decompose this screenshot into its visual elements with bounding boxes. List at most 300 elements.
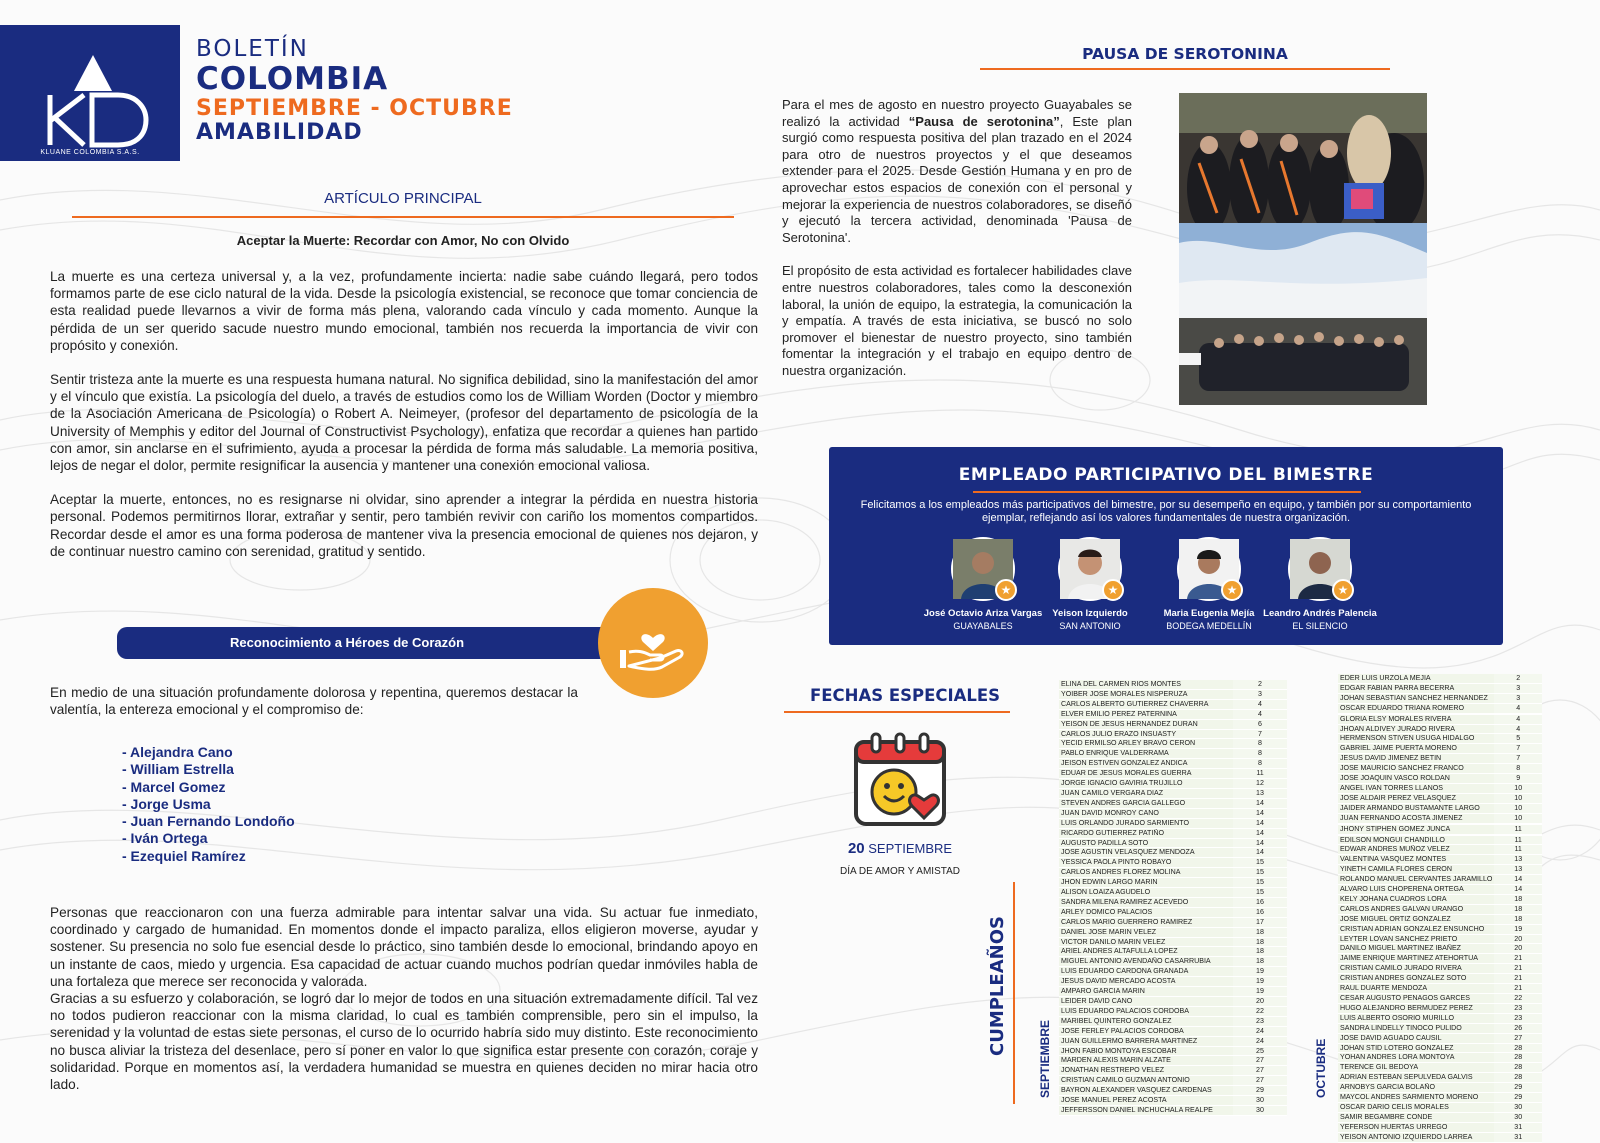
article-section-title: ARTÍCULO PRINCIPAL (324, 190, 482, 207)
birthday-day: 30 (1233, 1096, 1287, 1106)
birthday-day: 14 (1494, 875, 1542, 885)
birthday-day: 27 (1233, 1076, 1287, 1086)
birthday-day: 3 (1494, 693, 1542, 703)
birthday-day: 18 (1233, 937, 1287, 947)
birthday-name: JHOAN ALDIVEY JURADO RIVERA (1338, 724, 1494, 734)
birthday-row (1338, 1003, 1542, 1013)
birthday-row (1059, 719, 1287, 729)
hero-name: - Alejandra Cano (122, 744, 233, 760)
avatar (1288, 537, 1352, 601)
birthday-name: AUGUSTO PADILLA SOTO (1059, 838, 1233, 848)
birthday-row (1059, 709, 1287, 719)
birthday-day: 16 (1233, 897, 1287, 907)
header-boletin: BOLETÍN (196, 36, 309, 62)
birthday-row (1059, 1006, 1287, 1016)
birthday-day: 30 (1494, 1102, 1542, 1112)
birthday-row (1059, 788, 1287, 798)
employee-name: José Octavio Ariza Vargas (923, 608, 1043, 619)
birthday-name: CRISTIAN ADRIAN GONZALEZ ENSUNCHO (1338, 924, 1494, 934)
birthday-row (1338, 944, 1542, 954)
birthday-row (1338, 1033, 1542, 1043)
employee-location: GUAYABALES (953, 621, 1013, 631)
birthday-name: YEISON ANTONIO IZQUIERDO LARREA (1338, 1132, 1494, 1142)
birthday-name: JUAN FERNANDO ACOSTA JIMENEZ (1338, 813, 1494, 823)
birthday-name: PABLO ENRIQUE VALDERRAMA (1059, 749, 1233, 759)
birthday-name: DANILO MIGUEL MARTINEZ IBAÑEZ (1338, 944, 1494, 954)
birthday-day: 14 (1233, 828, 1287, 838)
birthday-day: 30 (1494, 1112, 1542, 1122)
birthday-row (1059, 689, 1287, 699)
newsletter-header (196, 38, 513, 144)
birthday-day: 31 (1494, 1132, 1542, 1142)
birthday-day: 29 (1494, 1083, 1542, 1093)
birthday-row (1059, 977, 1287, 987)
special-date (820, 840, 980, 857)
birthday-row (1338, 714, 1542, 724)
birthday-row (1338, 1122, 1542, 1132)
birthday-day: 19 (1233, 967, 1287, 977)
birthday-row (1059, 759, 1287, 769)
birthday-name: MARDEN ALEXIS MARIN ALZATE (1059, 1056, 1233, 1066)
header-country: COLOMBIA (196, 61, 389, 97)
birthday-day: 18 (1233, 927, 1287, 937)
pausa-section-title: PAUSA DE SEROTONINA (1082, 45, 1288, 63)
birthday-row (1338, 904, 1542, 914)
heroes-intro-text: En medio de una situación profundamente dolorosa y repentina, queremos destacar la valentía, la entereza emocional y el compromiso de: (50, 685, 578, 718)
birthday-day: 7 (1494, 744, 1542, 754)
birthday-day: 13 (1494, 865, 1542, 875)
birthday-row (1338, 783, 1542, 793)
birthday-row (1059, 1016, 1287, 1026)
birthday-row (1338, 724, 1542, 734)
birthday-row (1338, 1023, 1542, 1033)
heroes-banner: Reconocimiento a Héroes de Corazón (117, 627, 637, 659)
birthday-day: 8 (1233, 759, 1287, 769)
avatar (1177, 537, 1241, 601)
birthday-name: JOSE DAVID AGUADO CAUSIL (1338, 1033, 1494, 1043)
birthday-row (1338, 875, 1542, 885)
birthday-row (1338, 894, 1542, 904)
employee-name: Leandro Andrés Palencia (1263, 608, 1377, 619)
employee-name: Yeison Izquierdo (1052, 608, 1128, 619)
birthday-name: JONATHAN RESTREPO VELEZ (1059, 1066, 1233, 1076)
birthday-day: 5 (1494, 734, 1542, 744)
birthday-name: SANDRA MILENA RAMIREZ ACEVEDO (1059, 897, 1233, 907)
birthday-name: JEFFERSSON DANIEL INCHUCHALA REALPE (1059, 1105, 1233, 1115)
birthday-name: LUIS EDUARDO PALACIOS CORDOBA (1059, 1006, 1233, 1016)
birthday-name: ARLEY DOMICO PALACIOS (1059, 907, 1233, 917)
birthday-day: 6 (1233, 719, 1287, 729)
birthday-name: VALENTINA VASQUEZ MONTES (1338, 855, 1494, 865)
birthday-name: ANGEL IVAN TORRES LLANOS (1338, 783, 1494, 793)
birthday-row (1059, 739, 1287, 749)
heroes-body (50, 904, 758, 1093)
birthday-name: LUIS EDUARDO CARDONA GRANADA (1059, 967, 1233, 977)
heroes-intro (50, 684, 578, 718)
star-icon: ★ (1332, 579, 1354, 601)
birthday-day: 4 (1233, 699, 1287, 709)
star-icon: ★ (1102, 579, 1124, 601)
pausa-text: Para el mes de agosto en nuestro proyecto Guayabales se realizó la actividad (782, 97, 1132, 129)
birthdays-title: CUMPLEAÑOS (987, 916, 1008, 1056)
birthday-day: 19 (1494, 924, 1542, 934)
birthday-name: JUAN GUILLERMO BARRERA MARTINEZ (1059, 1036, 1233, 1046)
birthday-day: 14 (1494, 885, 1542, 895)
birthday-day: 14 (1233, 818, 1287, 828)
pausa-paragraph: El propósito de esta actividad es fortalecer habilidades clave entre nuestros colaboradores, tales como la desconexión laboral, la unión de equipo, la estrategia, la comunicación la y empatía. A través de esta iniciativa, se buscó no solo promover el bienestar de nuestro proyecto, sino también fomentar la integración y el trabajo en equipo dentro de nuestra organización. (782, 263, 1132, 378)
birthday-day: 18 (1233, 957, 1287, 967)
birthday-day: 18 (1494, 914, 1542, 924)
birthday-name: CRISTIAN CAMILO GUZMAN ANTONIO (1059, 1076, 1233, 1086)
birthday-row (1338, 835, 1542, 845)
birthday-row (1059, 917, 1287, 927)
birthday-row (1059, 1076, 1287, 1086)
birthday-row (1059, 957, 1287, 967)
birthday-day: 8 (1233, 739, 1287, 749)
hero-name: - Jorge Usma (122, 795, 211, 812)
article-paragraph: Sentir tristeza ante la muerte es una respuesta humana natural. No significa debilidad, sino la manifestación del amor y el vínculo que existía. La psicología del duelo, a través de estudios como los de William Worden (Doctor y miembro de la Asociación Americana de Psicología) o Robert A. Neimeyer, (profesor del departamento de psicología de la University of Memphis y editor del Journal of Constructivist Psychology), enfatiza que recordar a quienes han partido con amor, sin anclarse en el sufrimiento, ayuda a procesar la pérdida de forma más saludable. La memoria positiva, lejos de negar el dolor, permite resignificar la ausencia y mantener una conexión emocional valiosa. (50, 372, 758, 474)
employee-card (1250, 537, 1390, 631)
hero-name: - Juan Fernando Londoño (122, 813, 295, 830)
birthday-day: 7 (1233, 729, 1287, 739)
birthday-name: SANDRA LINDELLY TINOCO PULIDO (1338, 1023, 1494, 1033)
birthday-row (1338, 1063, 1542, 1073)
birthday-name: ROLANDO MANUEL CERVANTES JARAMILLO (1340, 875, 1493, 884)
birthday-row (1338, 865, 1542, 875)
birthday-name: YECID ERMILSO ARLEY BRAVO CERON (1059, 739, 1233, 749)
star-icon: ★ (1221, 579, 1243, 601)
september-birthdays-table (1059, 680, 1287, 1116)
birthday-name: JOHAN STID LOTERO GONZALEZ (1338, 1043, 1494, 1053)
heroes-circle (598, 588, 708, 698)
birthday-name: HUGO ALEJANDRO BERMUDEZ PEREZ (1338, 1003, 1494, 1013)
heroes-paragraph: Gracias a su esfuerzo y colaboración, se logró dar lo mejor de todos en una situación extremadamente difícil. Tal vez no todos pudieron reaccionar con la misma claridad, lo cual es también comprensible, pero sin el impulso, la serenidad y la voluntad de estas siete personas, el curso de lo ocurrido habría sido muy distinto. Este reconocimiento no busca aliviar la tristeza del desenlace, pero sí poner en valor lo que significa estar presente con corazón, coraje y solidaridad. Porque en momentos así, la verdadera humanidad se muestra en quienes deciden no mirar hacia otro lado. (50, 991, 758, 1093)
birthday-name: JAIDER ARMANDO BUSTAMANTE LARGO (1338, 803, 1494, 813)
birthday-row (1059, 818, 1287, 828)
birthday-name: VICTOR DANILO MARIN VELEZ (1059, 937, 1233, 947)
birthday-name: JOHAN SEBASTIAN SANCHEZ HERNANDEZ (1338, 693, 1494, 703)
birthday-name: JAIME ENRIQUE MARTINEZ ATEHORTUA (1338, 954, 1494, 964)
birthday-row (1059, 1105, 1287, 1115)
birthday-row (1059, 897, 1287, 907)
birthday-name: JOSE FERLEY PALACIOS CORDOBA (1059, 1026, 1233, 1036)
article-title: Aceptar la Muerte: Recordar con Amor, No con Olvido (236, 233, 570, 248)
birthday-day: 22 (1233, 1006, 1287, 1016)
birthday-day: 11 (1494, 824, 1542, 834)
birthday-name: CARLOS ANDRES GALVAN URANGO (1338, 904, 1494, 914)
special-dates-title: FECHAS ESPECIALES (810, 686, 1001, 705)
birthday-row (1059, 997, 1287, 1007)
birthday-name: JHON EDWIN LARGO MARIN (1059, 878, 1233, 888)
birthday-day: 12 (1233, 779, 1287, 789)
article-body (50, 268, 758, 577)
birthday-day: 21 (1494, 964, 1542, 974)
birthday-name: GABRIEL JAIME PUERTA MORENO (1338, 744, 1494, 754)
birthday-day: 24 (1233, 1036, 1287, 1046)
birthday-row (1338, 984, 1542, 994)
avatar (951, 537, 1015, 601)
birthday-row (1338, 924, 1542, 934)
birthday-row (1338, 813, 1542, 823)
birthday-row (1338, 845, 1542, 855)
birthday-row (1059, 808, 1287, 818)
birthday-day: 2 (1233, 680, 1287, 689)
birthday-day: 27 (1233, 1066, 1287, 1076)
birthday-day: 28 (1494, 1073, 1542, 1083)
pausa-photos (1179, 93, 1427, 405)
birthday-day: 10 (1494, 813, 1542, 823)
birthday-name: JESUS DAVID MERCADO ACOSTA (1059, 977, 1233, 987)
birthday-day: 14 (1233, 848, 1287, 858)
september-label: SEPTIEMBRE (1038, 1019, 1052, 1098)
birthday-day: 23 (1494, 1003, 1542, 1013)
employee-location: SAN ANTONIO (1059, 621, 1121, 631)
birthday-row (1059, 1056, 1287, 1066)
heroes-paragraph: Personas que reaccionaron con una fuerza admirable para intentar salvar una vida. Su actuar fue inmediato, coordinado y cargado de humanidad. En momentos donde el impacto paraliza, ellos eligieron moverse, ayudar y sostener. Su presencia no solo fue esencial desde lo práctico, sino también desde lo emocional, brindando apoyo en un instante de caos, miedo y urgencia. Esa capacidad de actuar cuando muchos podrían quedar inmóviles habla de una fortaleza que merece ser reconocida y valorada. (50, 905, 758, 989)
hero-name: - Marcel Gomez (122, 778, 226, 795)
birthday-row (1059, 927, 1287, 937)
birthday-day: 19 (1233, 977, 1287, 987)
birthday-day: 14 (1233, 838, 1287, 848)
birthday-row (1338, 1073, 1542, 1083)
birthday-day: 21 (1494, 954, 1542, 964)
birthday-name: YEFERSON HUERTAS URREGO (1338, 1122, 1494, 1132)
birthday-row (1338, 693, 1542, 703)
pausa-divider (980, 68, 1390, 70)
birthday-row (1338, 964, 1542, 974)
birthday-name: DANIEL JOSE MARIN VELEZ (1059, 927, 1233, 937)
birthday-day: 2 (1494, 674, 1542, 683)
birthday-row (1059, 937, 1287, 947)
header-period: SEPTIEMBRE - OCTUBRE (196, 96, 513, 121)
birthday-row (1059, 987, 1287, 997)
birthday-day: 10 (1494, 793, 1542, 803)
birthday-name: CRISTIAN CAMILO JURADO RIVERA (1338, 964, 1494, 974)
birthday-name: CARLOS JULIO ERAZO INSUASTY (1059, 729, 1233, 739)
birthday-day: 29 (1494, 1093, 1542, 1103)
birthday-day: 19 (1233, 987, 1287, 997)
birthday-day: 10 (1494, 803, 1542, 813)
birthday-name: YEISON DE JESUS HERNANDEZ DURAN (1059, 719, 1233, 729)
birthday-row (1338, 703, 1542, 713)
birthday-name: MARIBEL QUINTERO GONZALEZ (1059, 1016, 1233, 1026)
birthday-day: 4 (1494, 703, 1542, 713)
birthday-name: JOSE AGUSTIN VELASQUEZ MENDOZA (1059, 848, 1233, 858)
birthday-row (1338, 774, 1542, 784)
hero-name: - Ezequiel Ramírez (122, 847, 246, 864)
birthday-name: ELINA DEL CARMEN RIOS MONTES (1059, 680, 1233, 689)
birthday-row (1059, 1046, 1287, 1056)
avatar (1058, 537, 1122, 601)
birthday-day: 10 (1494, 783, 1542, 793)
birthday-name: OSCAR EDUARDO TRIANA ROMERO (1338, 703, 1494, 713)
birthday-row (1059, 858, 1287, 868)
birthday-day: 7 (1494, 754, 1542, 764)
employee-panel-divider (973, 491, 1361, 493)
birthday-row (1338, 1053, 1542, 1063)
birthday-row (1059, 729, 1287, 739)
special-date-month: SEPTIEMBRE (868, 841, 953, 856)
birthday-row (1338, 1132, 1542, 1142)
birthday-day: 4 (1494, 724, 1542, 734)
employee-name: Maria Eugenia Mejía (1163, 608, 1255, 619)
birthday-day: 18 (1494, 894, 1542, 904)
birthday-day: 13 (1494, 855, 1542, 865)
birthday-day: 18 (1494, 904, 1542, 914)
birthday-day: 21 (1494, 984, 1542, 994)
birthday-row (1338, 1043, 1542, 1053)
birthday-name: YOIBER JOSE MORALES NISPERUZA (1059, 689, 1233, 699)
october-birthdays-table (1338, 674, 1542, 1143)
birthday-row (1338, 764, 1542, 774)
birthday-row (1059, 848, 1287, 858)
birthday-day: 3 (1233, 689, 1287, 699)
birthday-day: 18 (1233, 947, 1287, 957)
birthday-row (1059, 769, 1287, 779)
birthday-name: ELVER EMILIO PEREZ PATERNINA (1059, 709, 1233, 719)
birthday-row (1338, 754, 1542, 764)
birthday-row (1059, 699, 1287, 709)
birthday-day: 11 (1494, 845, 1542, 855)
birthday-row (1338, 855, 1542, 865)
birthday-day: 24 (1233, 1026, 1287, 1036)
birthday-day: 16 (1233, 907, 1287, 917)
birthday-row (1338, 674, 1542, 683)
birthday-day: 3 (1494, 683, 1542, 693)
birthday-row (1338, 974, 1542, 984)
birthday-name: ARIEL ANDRES ALTAFULLA LOPEZ (1059, 947, 1233, 957)
star-icon: ★ (995, 579, 1017, 601)
header-theme: AMABILIDAD (196, 120, 363, 145)
birthday-day: 9 (1494, 774, 1542, 784)
october-label: OCTUBRE (1314, 1038, 1328, 1098)
birthday-day: 27 (1494, 1033, 1542, 1043)
birthday-name: OSCAR DARIO CELIS MORALES (1338, 1102, 1494, 1112)
hero-name: - Iván Ortega (122, 830, 208, 847)
birthday-day: 14 (1233, 808, 1287, 818)
birthday-row (1338, 803, 1542, 813)
logo (0, 25, 180, 161)
birthday-row (1338, 1083, 1542, 1093)
birthday-row (1338, 994, 1542, 1004)
birthday-day: 25 (1233, 1046, 1287, 1056)
employee-panel-title: EMPLEADO PARTICIPATIVO DEL BIMESTRE (958, 465, 1374, 485)
birthday-day: 20 (1494, 934, 1542, 944)
birthday-row (1338, 1013, 1542, 1023)
birthday-name: GLORIA ELSY MORALES RIVERA (1338, 714, 1494, 724)
birthday-name: SAMIR BEGAMBRE CONDE (1338, 1112, 1494, 1122)
birthday-name: STEVEN ANDRES GARCIA GALLEGO (1059, 798, 1233, 808)
birthday-name: LEYTER LOVAN SANCHEZ PRIETO (1338, 934, 1494, 944)
birthday-name: JESUS DAVID JIMENEZ BETIN (1338, 754, 1494, 764)
birthday-row (1059, 779, 1287, 789)
birthday-day: 4 (1233, 709, 1287, 719)
birthday-name: CARLOS ANDRES FLOREZ MOLINA (1059, 868, 1233, 878)
birthday-row (1059, 878, 1287, 888)
birthday-day: 31 (1494, 1122, 1542, 1132)
birthday-name: YINETH CAMILA FLORES CERON (1338, 865, 1494, 875)
birthday-name: CARLOS ALBERTO GUTIERREZ CHAVERRA (1059, 699, 1233, 709)
birthday-day: 30 (1233, 1105, 1287, 1115)
birthday-day: 23 (1494, 1013, 1542, 1023)
birthday-row (1059, 1036, 1287, 1046)
birthday-row (1338, 1102, 1542, 1112)
birthday-day: 20 (1494, 944, 1542, 954)
birthday-day: 23 (1233, 1016, 1287, 1026)
birthday-day: 20 (1233, 997, 1287, 1007)
birthday-row (1338, 734, 1542, 744)
birthday-row (1059, 798, 1287, 808)
pausa-paragraph (782, 97, 1132, 246)
birthday-day: 29 (1233, 1086, 1287, 1096)
birthday-row (1338, 683, 1542, 693)
birthday-day: 17 (1233, 917, 1287, 927)
birthday-name: CESAR AUGUSTO PENAGOS GARCES (1338, 994, 1494, 1004)
heart-hand-icon (598, 588, 708, 698)
birthday-name: JEISON ESTIVEN GONZALEZ ANDICA (1059, 759, 1233, 769)
birthday-row (1059, 868, 1287, 878)
birthday-name: MIGUEL ANTONIO AVENDAÑO CASARRUBIA (1059, 957, 1233, 967)
birthday-row (1338, 885, 1542, 895)
birthday-name: KELY JOHANA CUADROS LORA (1338, 894, 1494, 904)
birthday-name: MAYCOL ANDRES SARMIENTO MORENO (1338, 1093, 1494, 1103)
birthday-day: 8 (1494, 764, 1542, 774)
birthday-row (1059, 1096, 1287, 1106)
birthday-day: 15 (1233, 858, 1287, 868)
birthday-row (1059, 1026, 1287, 1036)
birthday-row (1338, 934, 1542, 944)
birthday-name: TERENCE GIL BEDOYA (1338, 1063, 1494, 1073)
birthday-row (1338, 824, 1542, 834)
birthday-day: 26 (1494, 1023, 1542, 1033)
article-paragraph: Aceptar la muerte, entonces, no es resignarse ni olvidar, sino aprender a integrar la pérdida en nuestra historia personal. Podemos permitirnos llorar, extrañar y sentir, pero también revivir con cariño los momentos compartidos. Recordar desde el amor es una forma poderosa de mantener viva la presencia emocional de quienes nos dejaron, y de continuar nuestro camino con serenidad, gratitud y sentido. (50, 492, 758, 559)
birthday-name: YESSICA PAOLA PINTO ROBAYO (1059, 858, 1233, 868)
birthday-row (1059, 967, 1287, 977)
birthday-name: EDER LUIS URZOLA MEJIA (1338, 674, 1494, 683)
birthday-name: JOSE MIGUEL ORTIZ GONZALEZ (1338, 914, 1494, 924)
calendar-smile-icon (852, 732, 948, 828)
birthday-row (1338, 914, 1542, 924)
birthday-day: 11 (1494, 835, 1542, 845)
birthday-name: ALVARO LUIS CHOPERENA ORTEGA (1338, 885, 1494, 895)
article-paragraph: La muerte es una certeza universal y, a la vez, profundamente incierta: nadie sabe cuándo llegará, pero todos formamos parte de ese ciclo natural de la vida. Desde la psicología existencial, se reconoce que tomar conciencia de esta realidad puede llevarnos a vivir de forma más plena, valorando cada vínculo y cada momento. Aunque la pérdida de un ser querido sacude nuestro mundo emocional, también nos recuerda la importancia de vivir con propósito y conexión. (50, 269, 758, 353)
birthday-row (1059, 888, 1287, 898)
birthday-name: LUIS ORLANDO JURADO SARMIENTO (1059, 818, 1233, 828)
birthday-name: EDUAR DE JESUS MORALES GUERRA (1059, 769, 1233, 779)
birthday-name: JHONY STIPHEN GOMEZ JUNCA (1338, 824, 1494, 834)
birthday-name: BAYRON ALEXANDER VASQUEZ CARDENAS (1059, 1086, 1233, 1096)
birthday-day: 8 (1233, 749, 1287, 759)
birthday-name: YOHAN ANDRES LORA MONTOYA (1338, 1053, 1494, 1063)
birthday-row (1059, 1086, 1287, 1096)
birthday-name: JORGE IGNACIO GAVIRIA TRUJILLO (1059, 779, 1233, 789)
birthday-day: 4 (1494, 714, 1542, 724)
birthday-name: JUAN DAVID MONROY CANO (1059, 808, 1233, 818)
birthday-day: 21 (1494, 974, 1542, 984)
birthday-row (1338, 1093, 1542, 1103)
birthday-row (1338, 793, 1542, 803)
employee-of-bimester-panel (829, 447, 1503, 645)
birthday-row (1059, 749, 1287, 759)
birthday-row (1338, 1112, 1542, 1122)
birthday-name: RAUL DUARTE MENDOZA (1338, 984, 1494, 994)
special-dates-divider (784, 711, 1010, 713)
birthday-name: HERMENSON STIVEN USUGA HIDALGO (1338, 734, 1494, 744)
birthday-name: JUAN CAMILO VERGARA DIAZ (1059, 788, 1233, 798)
birthday-name: CRISTIAN ANDRES GONZALEZ SOTO (1338, 974, 1494, 984)
logo-mark-icon (0, 25, 180, 161)
birthday-row (1338, 954, 1542, 964)
